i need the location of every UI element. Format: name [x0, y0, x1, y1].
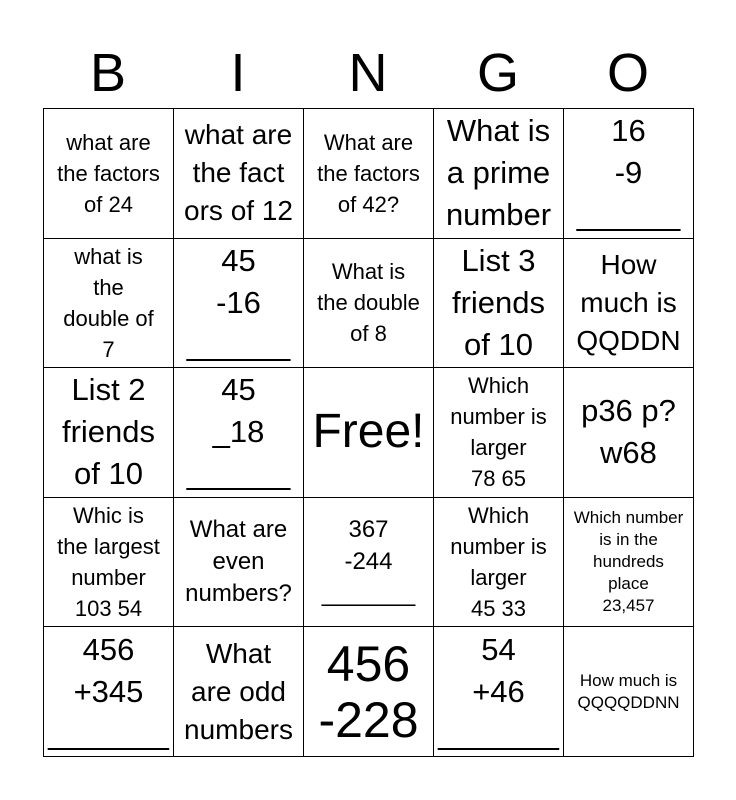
bingo-cell: What are the factors of 42? [304, 109, 434, 239]
bingo-cell: 45 -16 ______ [174, 239, 304, 369]
bingo-cell: 367 -244 _______ [304, 498, 434, 628]
header-letter-b: B [89, 43, 127, 103]
header-letter-i: I [230, 43, 246, 103]
bingo-cell: what is the double of 7 [44, 239, 174, 369]
bingo-cell: What is the double of 8 [304, 239, 434, 369]
bingo-cell: p36 p? w68 [564, 368, 694, 498]
bingo-cell: What are even numbers? [174, 498, 304, 628]
bingo-cell: what are the fact ors of 12 [174, 109, 304, 239]
header-letter-g: G [476, 43, 519, 103]
bingo-cell: Which number is larger 78 65 [434, 368, 564, 498]
header-letter-n: N [348, 43, 388, 103]
bingo-cell: Whic is the largest number 103 54 [44, 498, 174, 628]
bingo-cell: List 2 friends of 10 [44, 368, 174, 498]
bingo-cell: What are odd numbers [174, 627, 304, 757]
bingo-cell: 16 -9 ______ [564, 109, 694, 239]
free-space: Free! [304, 368, 434, 498]
bingo-cell: Which number is larger 45 33 [434, 498, 564, 628]
bingo-cell: 456 +345 _______ [44, 627, 174, 757]
bingo-cell: 54 +46 _______ [434, 627, 564, 757]
bingo-header [43, 38, 693, 108]
bingo-cell: How much is QQDDN [564, 239, 694, 369]
bingo-board [43, 108, 694, 757]
bingo-cell: 456 -228 [304, 627, 434, 757]
bingo-cell: 45 _18 ______ [174, 368, 304, 498]
bingo-cell: Which number is in the hundreds place 23,457 [564, 498, 694, 628]
header-letter-o: O [606, 43, 649, 103]
bingo-cell: List 3 friends of 10 [434, 239, 564, 369]
bingo-cell: what are the factors of 24 [44, 109, 174, 239]
bingo-cell: What is a prime number [434, 109, 564, 239]
bingo-cell: How much is QQQQDDNN [564, 627, 694, 757]
